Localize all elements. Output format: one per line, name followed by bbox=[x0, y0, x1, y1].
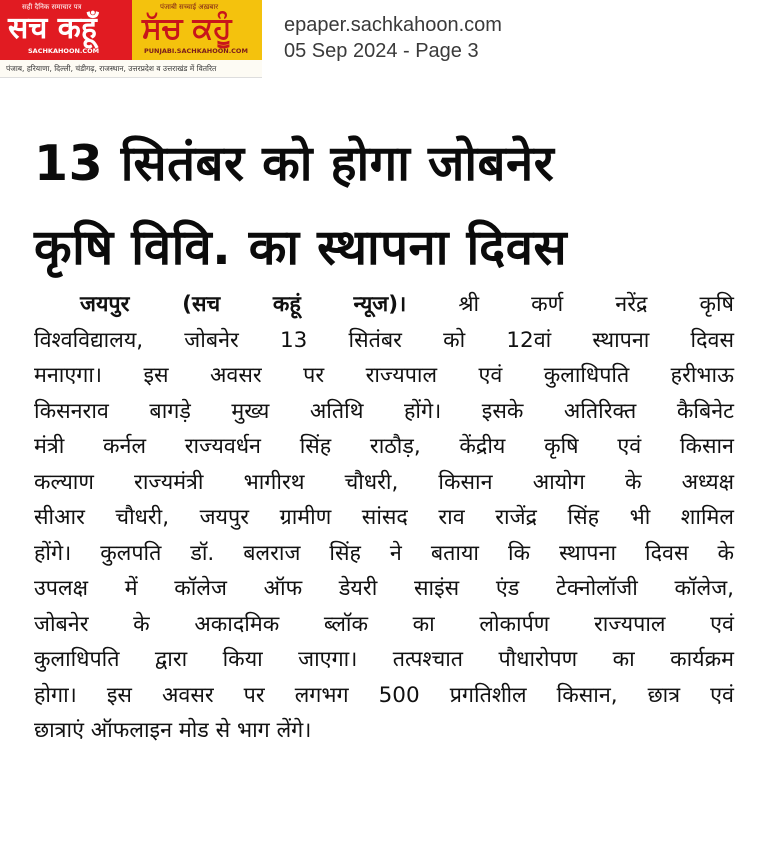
headline-line-1: 13 सितंबर को होगा जोबनेर bbox=[34, 135, 555, 192]
epaper-date-page: 05 Sep 2024 - Page 3 bbox=[284, 40, 479, 62]
body-line: कुलाधिपति द्वारा किया जाएगा। तत्पश्चात पौधारोपण का कार्यक्रम bbox=[34, 647, 734, 672]
logo-name: सच कहूँ bbox=[8, 11, 97, 46]
body-line: मंत्री कर्नल राज्यवर्धन सिंह राठौड़, केंद्रीय कृषि एवं किसान bbox=[34, 434, 734, 459]
body-line: विश्वविद्यालय, जोबनेर 13 सितंबर को 12वां स्थापना दिवस bbox=[34, 327, 734, 353]
body-line: किसनराव बागड़े मुख्य अतिथि होंगे। इसके अतिरिक्त कैबिनेट bbox=[34, 398, 734, 424]
body-line: उपलक्ष में कॉलेज ऑफ डेयरी साइंस एंड टेक्नोलॉजी कॉलेज, bbox=[34, 576, 734, 601]
headline bbox=[34, 122, 744, 290]
body-line: होंगे। कुलपति डॉ. बलराज सिंह ने बताया कि स्थापना दिवस के bbox=[34, 540, 734, 566]
headline-line-2: कृषि विवि. का स्थापना दिवस bbox=[34, 219, 568, 276]
newspaper-logo bbox=[0, 0, 262, 78]
dateline: जयपुर (सच कहूं न्यूज)। bbox=[80, 292, 407, 317]
logo-name: ਸੱਚ ਕਹੂੰ bbox=[142, 11, 232, 46]
body-line: जोबनेर के अकादमिक ब्लॉक का लोकार्पण राज्यपाल एवं bbox=[34, 611, 734, 637]
logo-url: SACHKAHOON.COM bbox=[28, 47, 100, 55]
logo-tagline: पंजाबी सच्चाई अख़बार bbox=[160, 3, 219, 11]
punjabi-logo bbox=[132, 0, 262, 60]
sachkahoon-logo bbox=[0, 0, 132, 60]
body-line: सीआर चौधरी, जयपुर ग्रामीण सांसद राव राजेंद्र सिंह भी शामिल bbox=[34, 505, 734, 530]
edition-regions: पंजाब, हरियाणा, दिल्ली, चंडीगढ़, राजस्थान, उत्तरप्रदेश व उत्तराखंड में वितरित bbox=[0, 60, 262, 78]
body-line: छात्राएं ऑफलाइन मोड से भाग लेंगे। bbox=[34, 718, 312, 743]
body-line-text: श्री कर्ण नरेंद्र कृषि bbox=[458, 292, 734, 317]
body-line: कल्याण राज्यमंत्री भागीरथ चौधरी, किसान आयोग के अध्यक्ष bbox=[34, 469, 734, 495]
logo-tagline: सही दैनिक समाचार पत्र bbox=[22, 3, 82, 11]
logo-url: PUNJABI.SACHKAHOON.COM bbox=[144, 47, 248, 55]
body-line: मनाएगा। इस अवसर पर राज्यपाल एवं कुलाधिपति हरीभाऊ bbox=[34, 363, 734, 388]
epaper-site: epaper.sachkahoon.com bbox=[284, 14, 502, 36]
body-line: होगा। इस अवसर पर लगभग 500 प्रगतिशील किसान, छात्र एवं bbox=[34, 682, 734, 708]
body-line bbox=[34, 287, 734, 323]
masthead bbox=[0, 0, 768, 80]
article-body bbox=[34, 287, 734, 749]
